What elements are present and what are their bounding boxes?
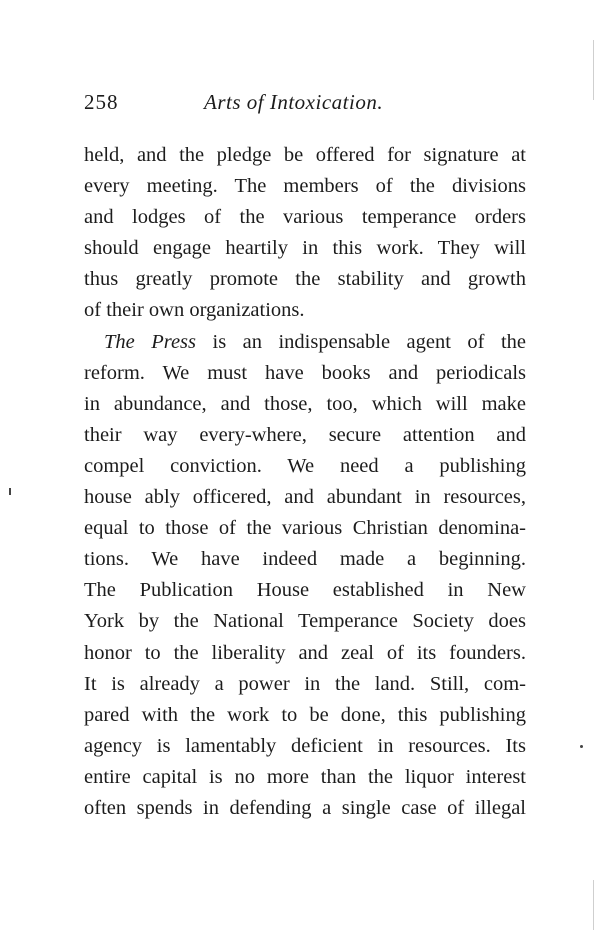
text-line: agency is lamentably deficient in resources. Its: [84, 734, 526, 757]
text-line: entire capital is no more than the liquor interest: [84, 765, 526, 788]
text-line: their way every-where, secure attention and: [84, 423, 526, 446]
text-line: every meeting. The members of the divisions: [84, 175, 526, 198]
text-line: pared with the work to be done, this publishing: [84, 703, 526, 726]
text-line: It is already a power in the land. Still, com-: [84, 672, 526, 695]
text-line: house ably officered, and abundant in resources,: [84, 486, 526, 509]
text-line: should engage heartily in this work. They will: [84, 237, 526, 260]
scan-speck: [9, 488, 11, 495]
page-edge-shadow: [593, 40, 594, 100]
text-line: of their own organizations.: [84, 299, 305, 322]
text-line: and lodges of the various temperance orders: [84, 206, 526, 229]
scan-speck: [580, 745, 583, 748]
text-line-rest: is an indispensable agent of the: [196, 330, 526, 353]
text-line: in abundance, and those, too, which will make: [84, 392, 526, 415]
text-line: compel conviction. We need a publishing: [84, 454, 526, 477]
text-line: [84, 327, 526, 358]
text-line: thus greatly promote the stability and growth: [84, 268, 526, 291]
text-line: York by the National Temperance Society does: [84, 610, 526, 633]
running-head: Arts of Intoxication.: [204, 90, 384, 114]
text-line: reform. We must have books and periodicals: [84, 361, 526, 384]
text-line: held, and the pledge be offered for signature at: [84, 144, 526, 166]
italic-phrase: The Press: [104, 330, 197, 353]
body-text: [84, 140, 526, 824]
page-header: [84, 90, 524, 120]
text-line: The Publication House established in New: [84, 579, 526, 602]
text-line: honor to the liberality and zeal of its founders.: [84, 641, 526, 664]
text-line: often spends in defending a single case of illegal: [84, 796, 526, 819]
text-line: equal to those of the various Christian denomina-: [84, 517, 526, 540]
page-edge-shadow: [593, 880, 594, 930]
text-line: tions. We have indeed made a beginning.: [84, 548, 526, 571]
page-number: 258: [84, 90, 119, 114]
